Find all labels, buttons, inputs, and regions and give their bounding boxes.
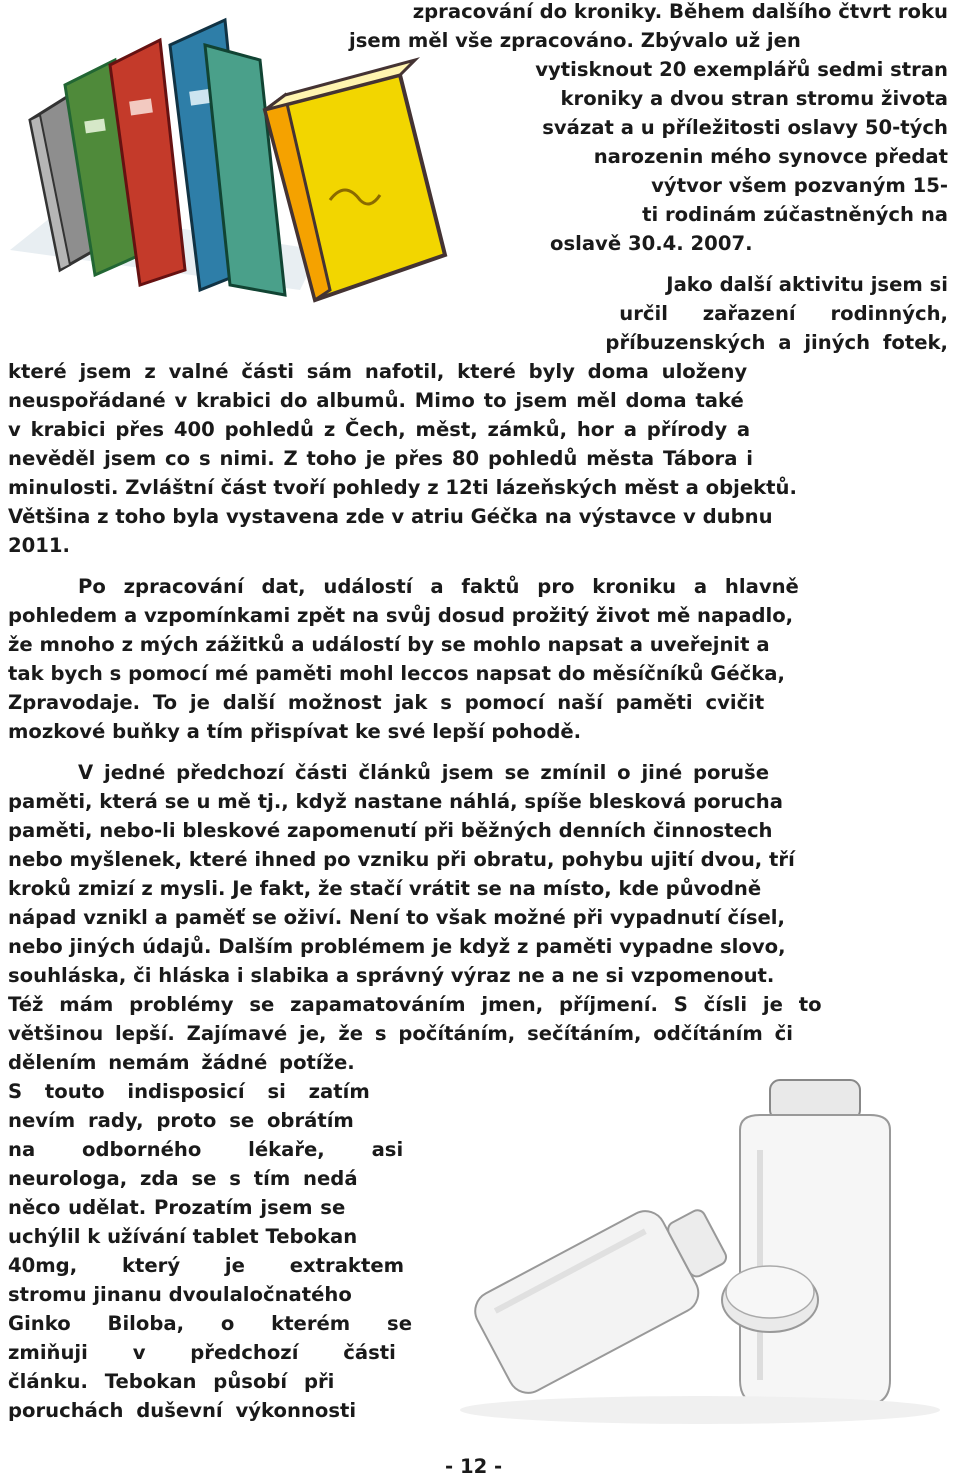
text-line: S touto indisposicí si zatím [8, 1080, 370, 1103]
text-line: mozkové buňky a tím přispívat ke své lepší pohodě. [8, 720, 582, 743]
text-line: výtvor všem pozvaným 15- [651, 174, 948, 197]
text-line: které jsem z valné části sám nafotil, které byly doma uloženy [8, 360, 748, 383]
text-line: V jedné předchozí části článků jsem se zmínil o jiné poruše [78, 761, 769, 784]
text-line: uchýlil k užívání tablet Tebokan [8, 1225, 358, 1248]
text-line: že mnoho z mých zážitků a událostí by se mohlo napsat a uveřejnit a [8, 633, 770, 656]
text-line: Ginko Biloba, o kterém se [8, 1312, 412, 1335]
text-line: tak bych s pomocí mé paměti mohl leccos napsat do měsíčníků Géčka, [8, 662, 785, 685]
text-line: Většina z toho byla vystavena zde v atriu Géčka na výstavce v dubnu [8, 505, 773, 528]
text-line: zpracování do kroniky. Během dalšího čtvrt roku [412, 0, 948, 23]
text-line: nápad vznikl a paměť se oživí. Není to však možné při vypadnutí čísel, [8, 906, 785, 929]
text-line: Též mám problémy se zapamatováním jmen, příjmení. S čísli je to [8, 993, 822, 1016]
text-line: na odborného lékaře, asi [8, 1138, 404, 1161]
text-line: jsem měl vše zpracováno. Zbývalo už jen [349, 29, 801, 52]
text-line: zmiňuji v předchozí části [8, 1341, 396, 1364]
text-line: ti rodinám zúčastněných na [642, 203, 948, 226]
text-line: 40mg, který je extraktem [8, 1254, 405, 1277]
text-line: určil zařazení rodinných, [619, 302, 948, 325]
pill-bottles-illustration [440, 1060, 960, 1440]
text-line: příbuzenských a jiných fotek, [605, 331, 948, 354]
text-line: neuspořádané v krabici do albumů. Mimo to jsem měl doma také [8, 389, 744, 412]
text-line: Po zpracování dat, událostí a faktů pro kroniku a hlavně [78, 575, 799, 598]
text-line: Zpravodaje. To je další možnost jak s pomocí naší paměti cvičit [8, 691, 765, 714]
text-line: paměti, která se u mě tj., když nastane náhlá, spíše blesková porucha [8, 790, 783, 813]
text-line: kroků zmizí z mysli. Je fakt, že stačí vrátit se na místo, kde původně [8, 877, 762, 900]
text-line: nevěděl jsem co s nimi. Z toho je přes 80 pohledů města Tábora i [8, 447, 753, 470]
text-line: většinou lepší. Zajímavé je, že s počítáním, sečítáním, odčítáním či [8, 1022, 793, 1045]
page-number: - 12 - [445, 1455, 503, 1478]
text-line: v krabici přes 400 pohledů z Čech, měst, zámků, hor a přírody a [8, 418, 751, 441]
text-line: nebo myšlenek, které ihned po vzniku při obratu, pohybu ujití dvou, tří [8, 848, 795, 871]
text-line: nebo jiných údajů. Dalším problémem je když z paměti vypadne slovo, [8, 935, 786, 958]
text-line: oslavě 30.4. 2007. [550, 232, 753, 255]
text-line: 2011. [8, 534, 70, 557]
text-line: článku. Tebokan působí při [8, 1370, 335, 1393]
text-line: kroniky a dvou stran stromu života [560, 87, 948, 110]
text-line: vytisknout 20 exemplářů sedmi stran [535, 58, 948, 81]
text-line: neurologa, zda se s tím nedá [8, 1167, 358, 1190]
text-line: nevím rady, proto se obrátím [8, 1109, 354, 1132]
text-line: něco udělat. Prozatím jsem se [8, 1196, 346, 1219]
text-line: minulosti. Zvláštní část tvoří pohledy z 12ti lázeňských měst a objektů. [8, 476, 797, 499]
text-line: narozenin mého synovce předat [593, 145, 948, 168]
text-line: poruchách duševní výkonnosti [8, 1399, 357, 1422]
text-line: paměti, nebo-li bleskové zapomenutí při běžných denních činnostech [8, 819, 773, 842]
text-line: Jako další aktivitu jsem si [666, 273, 948, 296]
text-line: stromu jinanu dvoulaločnatého [8, 1283, 352, 1306]
text-line: dělením nemám žádné potíže. [8, 1051, 355, 1074]
text-line: svázat a u příležitosti oslavy 50-tých [542, 116, 948, 139]
text-line: pohledem a vzpomínkami zpět na svůj dosud prožitý život mě napadlo, [8, 604, 794, 627]
text-line: souhláska, či hláska i slabika a správný výraz ne a ne si vzpomenout. [8, 964, 775, 987]
